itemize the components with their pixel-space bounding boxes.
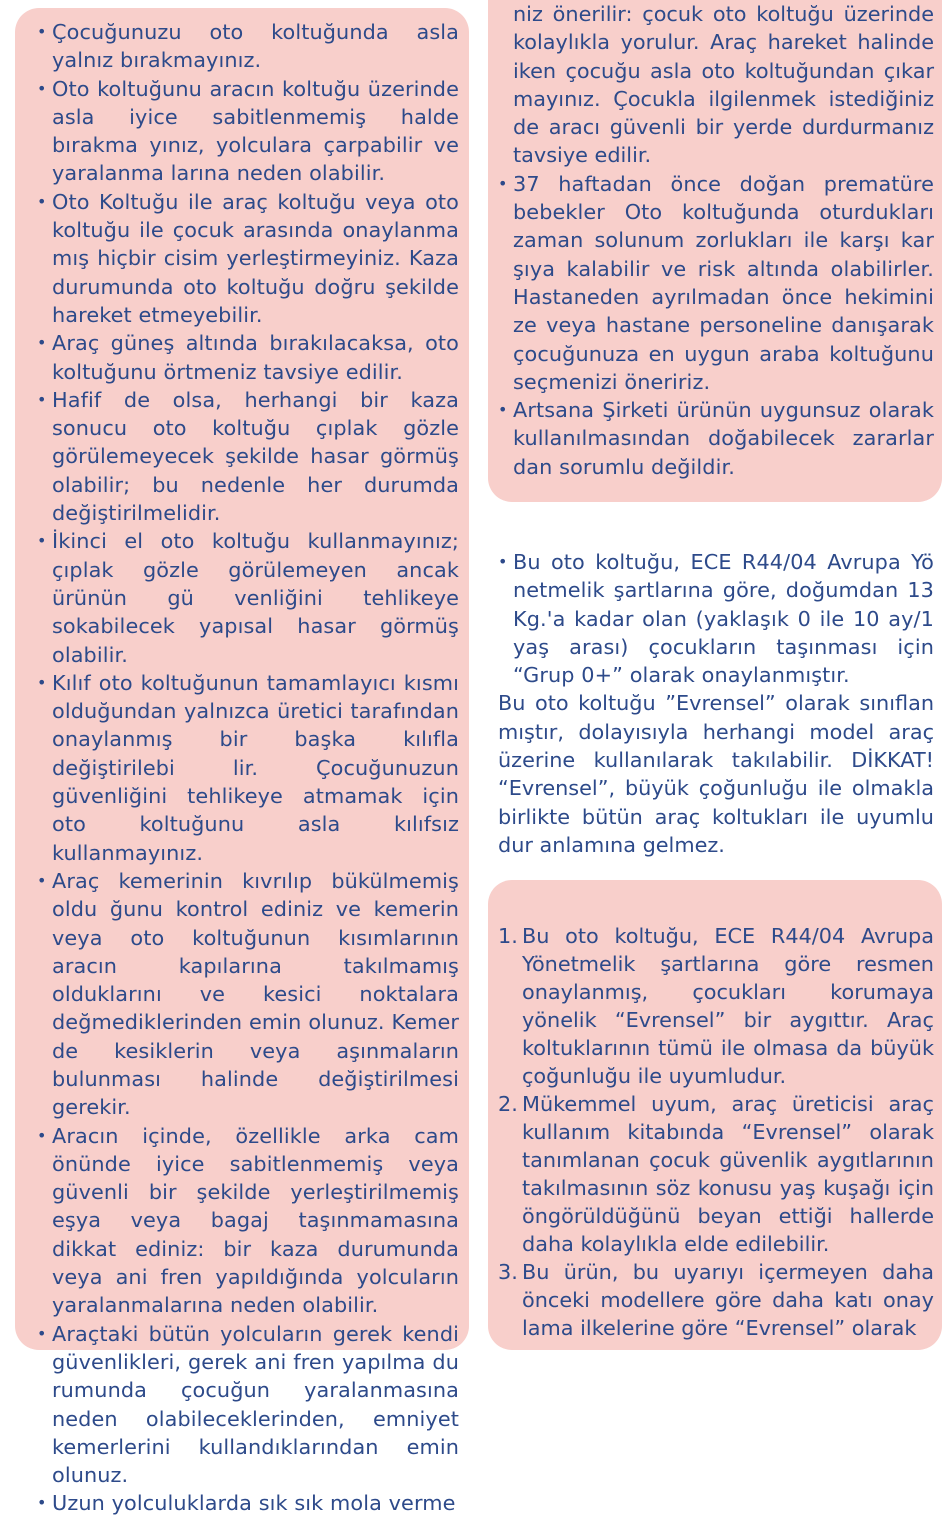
item-text: Bu ürün, bu uyarıyı içermeyen daha önceki modellere göre daha katı onay lama ilkelerine göre “Evrensel” olarak xyxy=(522,1260,934,1340)
list-item: • Artsana Şirketi ürünün uygunsuz olarak kullanılmasından doğabilecek zararlar dan sorumlu değildir. xyxy=(498,396,934,481)
right-bottom-numbered-panel xyxy=(488,880,942,1350)
list-item: • Hafif de olsa, herhangi bir kaza sonucu oto koltuğu çıplak gözle görülemeyecek şekilde hasar görmüş olabilir; bu nedenle her durumda değiştirilmelidir. xyxy=(37,386,459,527)
left-warning-list xyxy=(37,18,459,1518)
item-text: Mükemmel uyum, araç üreticisi araç kullanım kitabında “Evrensel” olarak tanımlanan çocuk güvenlik aygıtlarının takılmasının söz konusu yaş kuşağı için öngörüldüğünü beyan ettiği hallerde daha kolaylıkla elde edilebilir. xyxy=(522,1092,934,1256)
item-text: Bu oto koltuğu, ECE R44/04 Avrupa Yönetmelik şartlarına göre resmen onaylanmış, çocukları korumaya yönelik “Evrensel” bir aygıttır. Araç koltuklarının tümü ile olmasa da büyük çoğunluğu ile uyumludur. xyxy=(522,924,934,1088)
item-number: 3. xyxy=(498,1260,518,1284)
list-item: • Oto koltuğunu aracın koltuğu üzerinde asla iyice sabitlenmemiş halde bırakma yınız, yolculara çarpabilir ve yaralanma larına neden olabilir. xyxy=(37,75,459,188)
left-warning-panel xyxy=(15,8,469,1516)
list-item: • Bu oto koltuğu, ECE R44/04 Avrupa Yö netmelik şartlarına göre, doğumdan 13 Kg.'a kadar olan (yaklaşık 0 ile 10 ay/1 yaş arası) çocukların taşınması için “Grup 0+” olarak onaylanmıştır. xyxy=(498,548,934,689)
universal-paragraph: Bu oto koltuğu ”Evrensel” olarak sınıflan mıştır, dolayısıyla herhangi model araç üzerine kullanılarak takılabilir. DİKKAT! “Evrensel”, büyük çoğunluğu ile olmakla birlikte bütün araç koltukları ile uyumlu dur anlamına gelmez. xyxy=(498,691,934,857)
list-item: • Çocuğunuzu oto koltuğunda asla yalnız bırakmayınız. xyxy=(37,18,459,75)
list-item: • İkinci el oto koltuğu kullanmayınız; çıplak gözle görülemeyen ancak ürünün gü venliğini tehlikeye sokabilecek yapısal hasar görmüş olabilir. xyxy=(37,527,459,668)
numbered-item xyxy=(498,922,934,1090)
list-item: • Araçtaki bütün yolcuların gerek kendi güvenlikleri, gerek ani fren yapılma du rumunda çocuğun yaralanmasına neden olabileceklerinden, emniyet kemerlerini kullandıklarından emin olunuz. xyxy=(37,1320,459,1490)
approval-info-section xyxy=(498,548,934,859)
approval-list xyxy=(498,548,934,689)
list-item: • Uzun yolculuklarda sık sık mola verme xyxy=(37,1489,459,1517)
continuation-text: niz önerilir: çocuk oto koltuğu üzerinde kolaylıkla yorulur. Araç hareket halinde iken çocuğu asla oto koltuğundan çıkar mayınız. Çocukla ilgilenmek istediğiniz de aracı güvenli bir yerde durdurmanız tavsiye edilir. xyxy=(513,2,934,168)
numbered-list xyxy=(498,922,934,1342)
numbered-item xyxy=(498,1258,934,1342)
list-item: • Kılıf oto koltuğunun tamamlayıcı kısmı olduğundan yalnızca üretici tarafından onaylanmış bir başka kılıfla değiştirilebi lir. Çocuğunuzun güvenliğini tehlikeye atmamak için oto koltuğunu asla kılıfsız kullanmayınız. xyxy=(37,669,459,867)
right-top-warning-panel xyxy=(488,0,942,502)
numbered-item xyxy=(498,1090,934,1258)
item-number: 2. xyxy=(498,1092,518,1116)
right-top-warning-list xyxy=(498,170,934,481)
list-item: • 37 haftadan önce doğan prematüre bebekler Oto koltuğunda oturdukları zaman solunum zorlukları ile karşı kar şıya kalabilir ve risk altında olabilirler. Hastaneden ayrılmadan önce hekimini ze veya hastane personeline danışarak çocuğunuza en uygun araba koltuğunu seçmenizi öneririz. xyxy=(498,170,934,396)
item-number: 1. xyxy=(498,924,518,948)
list-item: • Aracın içinde, özellikle arka cam önünde iyice sabitlenmemiş veya güvenli bir şekilde yerleştirilmemiş eşya veya bagaj taşınmamasına dikkat ediniz: bir kaza durumunda veya ani fren yapıldığında yolcuların yaralanmalarına neden olabilir. xyxy=(37,1122,459,1320)
list-item: • Araç güneş altında bırakılacaksa, oto koltuğunu örtmeniz tavsiye edilir. xyxy=(37,329,459,386)
list-item: • Oto Koltuğu ile araç koltuğu veya oto koltuğu ile çocuk arasında onaylanma mış hiçbir cisim yerleştirmeyiniz. Kaza durumunda oto koltuğu doğru şekilde hareket etmeyebilir. xyxy=(37,188,459,329)
list-item: • Araç kemerinin kıvrılıp bükülmemiş oldu ğunu kontrol ediniz ve kemerin veya oto koltuğunun kısımlarının aracın kapılarına takılmamış olduklarını ve kesici noktalara değmediklerinden emin olunuz. Kemer de kesiklerin veya aşınmaların bulunması halinde değiştirilmesi gerekir. xyxy=(37,867,459,1122)
